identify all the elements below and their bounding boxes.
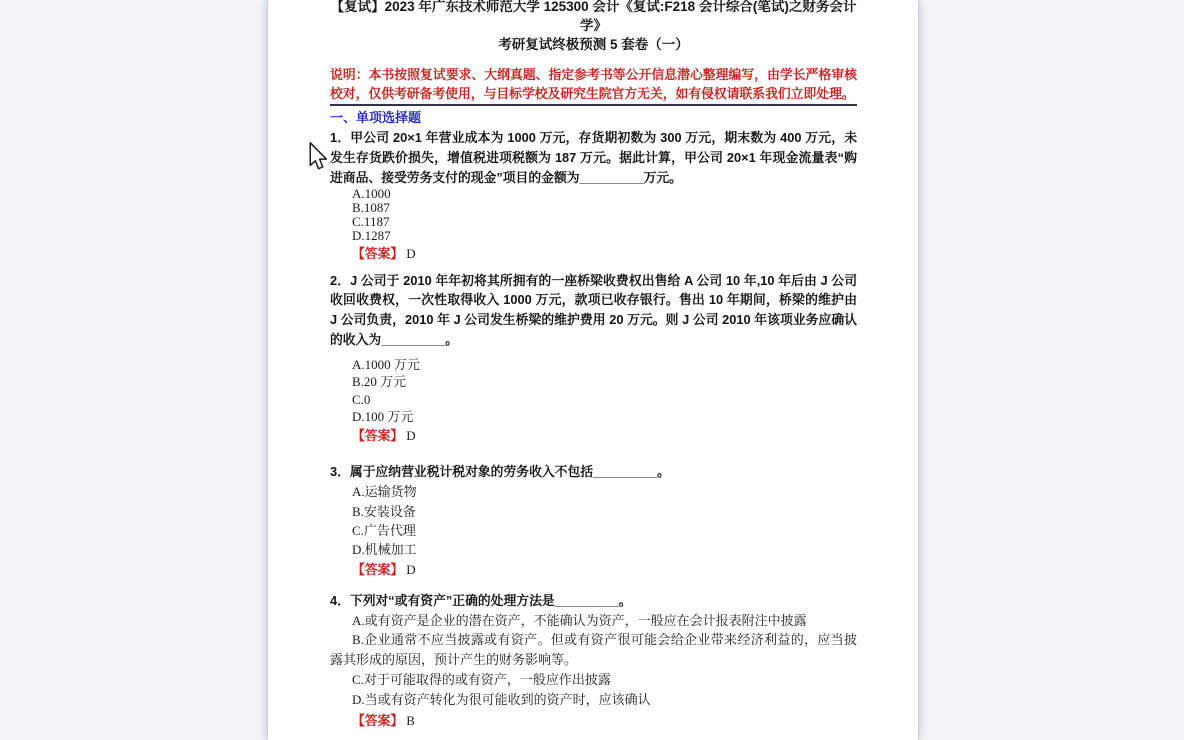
answer-value: B [406, 712, 415, 728]
answer-row [330, 246, 857, 261]
option: D.当或有资产转化为很可能收到的资产时，应该确认 [352, 691, 651, 707]
option: A.或有资产是企业的潜在资产，不能确认为资产，一般应在会计报表附注中披露 [352, 612, 807, 628]
answer-row [330, 428, 857, 443]
option: B.企业通常不应当披露或有资产。但或有资产很可能会给企业带来经济利益的，应当披露其形成的原因，预计产生的财务影响等。 [330, 632, 857, 668]
answer-value: D [406, 428, 416, 444]
options [330, 187, 857, 242]
answer-label: 【答案】 [352, 428, 404, 444]
answer-label: 【答案】 [352, 245, 404, 261]
options [330, 611, 857, 710]
section-heading: 一、单项选择题 [330, 110, 422, 125]
document-page [268, 0, 918, 740]
question-4 [330, 591, 857, 728]
option: D.1287 [352, 227, 391, 243]
document-title-line1: 【复试】2023 年广东技术师范大学 125300 会计《复试:F218 会计综合(笔试)之财务会计学》 [330, 0, 857, 33]
notice-text: 说明：本书按照复试要求、大纲真题、指定参考书等公开信息潜心整理编写，由学长严格审核校对，仅供考研备考使用，与目标学校及研究生院官方无关，如有侵权请联系我们立即处理。 [330, 67, 857, 101]
question-stem: 2．J 公司于 2010 年年初将其所拥有的一座桥梁收费权出售给 A 公司 10 年,10 年后由 J 公司收回收费权，一次性取得收入 1000 万元，款项已收存银行。售出 10 年期间，桥梁的维护由 J 公司负责，2010 年 J 公司发生桥梁的维护费用 20 万元。则 J 公司 2010 年该项业务应确认的收入为_________。 [330, 272, 857, 347]
option: C.1187 [352, 213, 390, 229]
option: C.广告代理 [352, 523, 416, 538]
question-stem: 4．下列对“或有资产”正确的处理方法是_________。 [330, 592, 632, 608]
option: A.运输货物 [352, 484, 417, 500]
divider-line [330, 104, 857, 106]
options [330, 356, 857, 426]
option: C.对于可能取得的或有资产，一般应作出披露 [352, 672, 611, 687]
answer-label: 【答案】 [352, 712, 404, 728]
question-stem: 1．甲公司 20×1 年营业成本为 1000 万元，存货期初数为 300 万元，期末数为 400 万元，未发生存货跌价损失，增值税进项税额为 187 万元。据此计算，甲公司 20×1 年现金流量表“购进商品、接受劳务支付的现金”项目的金额为_________万元。 [330, 130, 857, 185]
answer-value: D [406, 561, 416, 577]
answer-row [330, 562, 857, 577]
questions [330, 128, 857, 728]
option: B.20 万元 [352, 374, 407, 390]
question-2 [330, 271, 857, 444]
option: C.0 [352, 391, 371, 407]
answer-value: D [406, 245, 416, 261]
question-3 [330, 462, 857, 576]
answer-label: 【答案】 [352, 561, 404, 577]
option: A.1000 [352, 186, 391, 202]
option: B.1087 [352, 200, 390, 216]
page-content [268, 0, 918, 728]
options [330, 482, 857, 560]
question-stem: 3．属于应纳营业税计税对象的劳务收入不包括_________。 [330, 464, 670, 480]
answer-row [330, 713, 857, 728]
question-1 [330, 128, 857, 261]
document-title-line2: 考研复试终极预测 5 套卷（一） [498, 37, 689, 52]
option: B.安装设备 [352, 503, 416, 519]
option: A.1000 万元 [352, 356, 420, 372]
option: D.机械加工 [352, 542, 417, 558]
option: D.100 万元 [352, 408, 414, 424]
document-title [330, 0, 857, 54]
